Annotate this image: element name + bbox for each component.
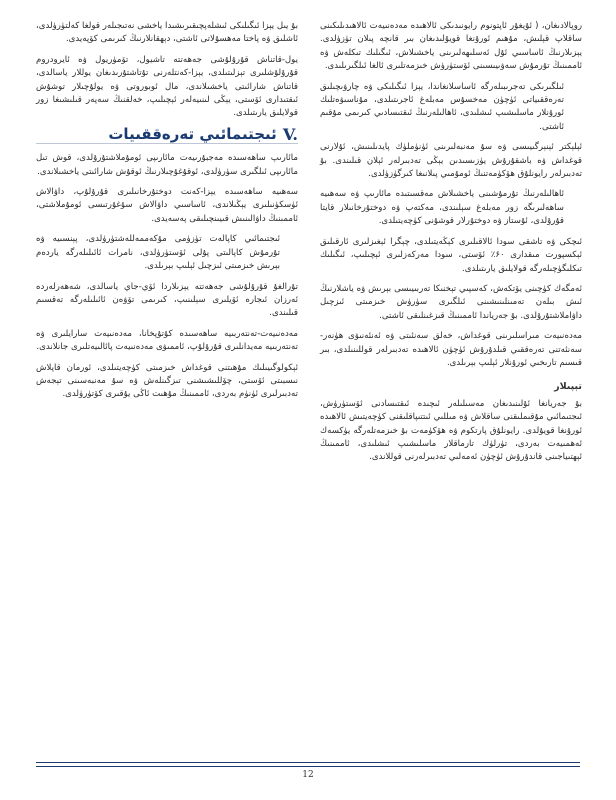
footer-rule-thin [36, 766, 580, 767]
page-number: 12 [302, 770, 314, 780]
paragraph: روپالادىغان، ( ئۇيغۇر ئاپتونوم رايونىدىكى ئالاھىدە مەدەنىيەت ئالاھىدىلىكىنى ساقلاپ قېلىش، مۇھىم ئورۇنغا قويۇلىدىغان بىر قانچە پىلان تۈزۈلدى. يېزىلارنىڭ ئاساسىي ئۇل ئەسلىھەلىرىنى ياخشىلاش، ئىگىلىك تىكلەش ۋە ئاممىنىڭ تۇرمۇش سەۋىيىسىنى ئۆستۈرۈش خىزمەتلىرى ئالغا ئىلگىرىلىدى. [320, 21, 582, 72]
paragraph: ئەمگەك كۈچىنى يۆتكەش، كەسپىي تېخنىكا تەربىيىسى بېرىش ۋە ياشلارنىڭ ئىش بىلەن تەمىنلىنىشىنى ئىلگىرى سۈرۈش خىزمىتى ئىزچىل داۋاملاشتۇرۇلدى. بۇ جەرياندا ئاممىنىڭ قىزغىنلىقى ئاشتى. [320, 283, 582, 321]
paragraph: ئىجتىمائىي كاپالەت تۈزۈمى مۇكەممەللەشتۈرۈلدى، پېنسىيە ۋە تۇرمۇش كاپالىتى پۇلى ئۆستۈرۈلدى، نامرات ئائىلىلەرگە ياردەم بېرىش خىزمىتى ئىزچىل ئېلىپ بېرىلدى. [36, 234, 280, 272]
paragraph: تۇرالغۇ قۇرۇلۇشى جەھەتتە يېزىلاردا ئۆي-جاي ياسالدى، شەھەرلەردە ئەرزان ئىجارە ئۆيلىرى سېلىنىپ، كىرىمى تۆۋەن ئائىلىلەرگە تەقسىم قىلىندى. [36, 281, 298, 319]
left-column [36, 20, 298, 409]
section-heading [36, 124, 298, 144]
paragraph: ئىچكى ۋە تاشقى سودا ئالاقىلىرى كېڭەيتىلدى، چېگرا ئېغىزلىرى ئارقىلىق ئېكسپورت مىقدارى ۶۰٪ ئۆستى، سودا مەركەزلىرى ئېچىلىپ، ئىگىلىك تىكلىگۈچىلەرگە قولايلىق يارىتىلدى. [320, 236, 582, 274]
subheading: تېپىلار [554, 381, 582, 393]
paragraph: ئېلېكتر ئېنېرگىيىسى ۋە سۇ مەنبەلىرىنى ئۈنۈملۈك پايدىلىنىش، ئۇلارنى قوغداش ۋە باشقۇرۇش يۈزىسىدىن يېڭى تەدبىرلەر ئېلان قىلىندى. بۇ تەدبىرلەر رايونلۇق ھۆكۈمەتنىڭ ئومۇمىي پىلانىغا كىرگۈزۈلدى. [320, 142, 582, 180]
paragraph: مائارىپ ساھەسىدە مەجبۇرىيەت مائارىپى ئومۇملاشتۇرۇلدى، قوش تىل مائارىپى ئىلگىرى سۈرۈلدى، ئوقۇغۇچىلارنىڭ ئوقۇش شارائىتى ياخشىلاندى. [36, 153, 298, 177]
paragraph: بۇ يىل يېزا ئىگىلىكى ئىشلەپچىقىرىشىدا ياخشى نەتىجىلەر قولغا كەلتۈرۈلدى، ئاشلىق ۋە پاختا مەھسۇلاتى ئاشتى، دېھقانلارنىڭ كىرىمى كۆپەيدى. [36, 21, 298, 45]
section-title: ئىجتىمائىي تەرەققىيات [108, 124, 277, 143]
footer-rule [36, 762, 580, 763]
paragraph: مەدەنىيەت-تەنتەربىيە ساھەسىدە كۇتۇپخانا، مەدەنىيەت سارايلىرى ۋە تەنتەربىيە مەيدانلىرى قۇرۇلۇپ، ئاممىۋى مەدەنىيەت پائالىيەتلىرى جانلاندى. [36, 328, 298, 353]
paragraph: بۇ جەريانغا ئۇلىنىدىغان مەسىلىلەر ئىچىدە ئىقتىسادنى ئۆستۈرۈش، ئىجتىمائىي مۇقىملىقنى ساقلاش ۋە مىللىي ئىتتىپاقلىقنى كۈچەيتىش ئالاھىدە ئورۇنغا قويۇلدى. رايونلۇق پارتكوم ۋە ھۆكۈمەت بۇ خىزمەتلەرگە يۈكسەك ئەھمىيەت بەردى، تۈرلۈك تارماقلار ماسلىشىپ ئىشلىدى، ئاممىنىڭ ئېھتىياجىنى قاندۇرۇش ئۈچۈن ئەمەلىي تەدبىرلەرنى قوللاندى. [320, 398, 582, 463]
paragraph: ئاھالىلەرنىڭ تۇرمۇشىنى ياخشىلاش مەقسىتىدە مائارىپ ۋە سەھىيە ساھەلىرىگە زور مەبلەغ سېلىندى، مەكتەپ ۋە دوختۇرخانىلار قايتا قۇرۇلدى، ئۇستاز ۋە دوختۇرلار قوشۇنى كۈچەيتىلدى. [320, 189, 564, 227]
paragraph: سەھىيە ساھەسىدە يېزا-كەنت دوختۇرخانىلىرى قۇرۇلۇپ، داۋالاش ئۈسكۈنىلىرى يېڭىلاندى، ئاساسىي داۋالاش سۇغۇرتىسى ئومۇملاشتى، ئاممىنىڭ داۋالىنىش قىيىنچىلىقى پەسەيدى. [36, 187, 298, 224]
section-number: V. [282, 124, 298, 144]
paragraph: ئېكولوگىيىلىك مۇھىتنى قوغداش خىزمىتى كۈچەيتىلدى، ئورمان قاپلاش نىسبىتى ئۆستى، چۆللىشىشنى تىزگىنلەش ۋە سۇ مەنبەسىنى تېجەش تەدبىرلىرى ئۈنۈم بەردى، ئاممىنىڭ مۇھىت ئاڭى يۇقىرى كۆتۈرۈلدى. [36, 362, 298, 400]
paragraph: مەدەنىيەت مىراسلىرىنى قوغداش، خەلق سەنئىتى ۋە ئەنئەنىۋى ھۈنەر-سەنئەتنى تەرەققىي قىلدۇرۇش ئۈچۈن ئالاھىدە تەدبىرلەر قوللىنىلدى، بىر قىسىم تارىخىي ئورۇنلار ئېلىپ بېرىلدى. [320, 331, 582, 368]
paragraph: ئىلگىرىكى تەجرىبىلەرگە ئاساسلانغاندا، يېزا ئىگىلىكى ۋە چارۋىچىلىق تەرەققىياتى ئۈچۈن مەخسۇس مەبلەغ ئاجرىتىلدى، مۇناسىۋەتلىك ئورۇنلار ماسلىشىپ ئىشلىدى، ئاھالىلەرنىڭ ئىقتىسادىي كىرىمى مۇقىم ئاشتى. [320, 81, 564, 132]
right-column [320, 20, 582, 472]
paragraph: يول-قاتناش قۇرۇلۇشى جەھەتتە تاشيول، تۆمۈريول ۋە ئايرودروم قۇرۇلۇشلىرى تېزلىتىلدى، يېزا-كەنتلەرنى تۇتاشتۇرىدىغان يوللار ياسالدى، قاتناش شارائىتى ياخشىلاندى، مال ئوبوروتى ۋە يولۇچىلار توشۇش ئىقتىدارى ئۆستى، يېڭى لىنىيەلەر ئېچىلىپ، خەلقنىڭ سەپەر قىلىشىغا زور قولايلىق يارىتىلدى. [36, 54, 298, 119]
